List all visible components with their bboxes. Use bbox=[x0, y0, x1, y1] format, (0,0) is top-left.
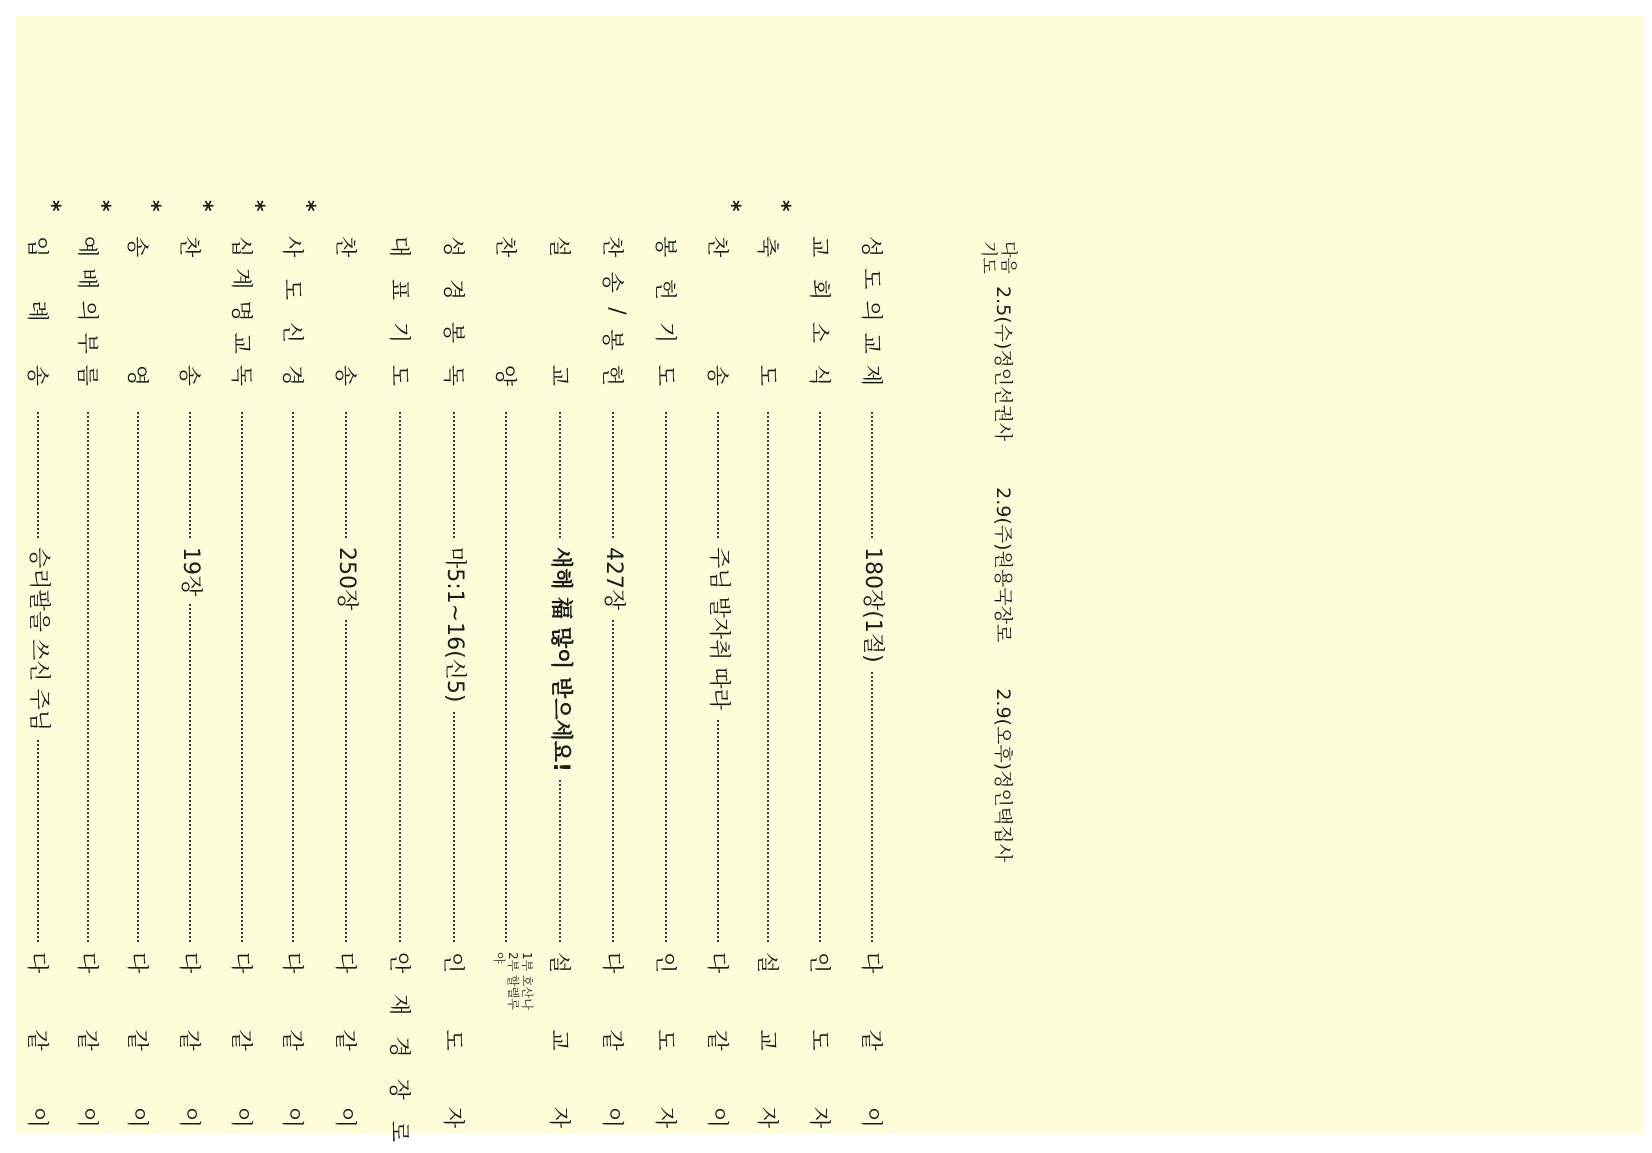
order-item-label: 십 계 명 교 독 bbox=[228, 236, 253, 386]
order-item-leader: 다 같 이 bbox=[858, 952, 883, 1128]
order-item-label: 찬 송 bbox=[704, 236, 729, 386]
bulletin-paper bbox=[16, 16, 1644, 1142]
order-item-label: 사 도 신 경 bbox=[279, 236, 304, 386]
order-item-leader: 설 교 자 bbox=[754, 952, 779, 1128]
order-item-leader bbox=[492, 952, 534, 1014]
dotted-leader bbox=[345, 412, 347, 942]
stand-marker: * bbox=[191, 200, 216, 212]
order-item-label: 성 도 의 교 제 bbox=[858, 236, 883, 386]
order-item-label: 예 배 의 부 름 bbox=[74, 236, 99, 386]
choir-line: 2부 할렐루야 bbox=[492, 952, 520, 1010]
order-item-reference: 180장(1절) bbox=[859, 539, 890, 671]
order-item-leader: 다 같 이 bbox=[599, 952, 624, 1128]
order-item-label: 송 영 bbox=[124, 236, 149, 386]
order-row bbox=[174, 184, 216, 1128]
stand-marker: * bbox=[139, 200, 164, 212]
order-item-label: 찬 송 / 봉 헌 bbox=[599, 236, 629, 386]
order-item-label: 입 례 송 bbox=[24, 236, 49, 386]
order-item-leader: 다 같 이 bbox=[24, 952, 49, 1128]
order-item-reference: 승리팔을 쓰신 주님 bbox=[25, 539, 56, 739]
order-item-label: 설 교 bbox=[546, 236, 571, 386]
stand-marker: * bbox=[769, 200, 794, 212]
order-item-leader: 안 재 경 장 로 bbox=[386, 952, 411, 1142]
choir-line: 1부 호산나 bbox=[520, 952, 534, 1010]
dotted-leader bbox=[241, 412, 243, 942]
prayer-item: 2.9(오후)정인택집사 bbox=[992, 688, 1014, 862]
stand-marker: * bbox=[294, 200, 319, 212]
order-item-label: 찬 송 bbox=[176, 236, 201, 386]
order-row bbox=[72, 184, 114, 1128]
order-row bbox=[438, 184, 470, 1128]
dotted-leader bbox=[819, 412, 821, 942]
order-item-label: 성 경 봉 독 bbox=[440, 236, 465, 386]
stand-marker: * bbox=[243, 200, 268, 212]
next-prayer-label: 다음 기도 bbox=[978, 241, 1018, 274]
order-item-leader: 인 도 자 bbox=[806, 952, 831, 1128]
dotted-leader bbox=[399, 412, 401, 942]
dotted-leader bbox=[87, 412, 89, 942]
order-item-leader: 다 같 이 bbox=[176, 952, 201, 1128]
stand-marker: * bbox=[39, 200, 64, 212]
order-row bbox=[702, 184, 744, 1128]
order-row bbox=[804, 184, 836, 1128]
order-row bbox=[122, 184, 164, 1128]
order-item-leader: 다 같 이 bbox=[332, 952, 357, 1128]
dotted-leader bbox=[292, 412, 294, 942]
order-row bbox=[490, 184, 534, 1014]
order-item-leader: 설 교 자 bbox=[546, 952, 571, 1128]
stand-marker: * bbox=[719, 200, 744, 212]
order-item-label: 축 도 bbox=[754, 236, 779, 386]
order-item-leader: 다 같 이 bbox=[124, 952, 149, 1128]
order-item-leader: 다 같 이 bbox=[279, 952, 304, 1128]
dotted-leader bbox=[505, 412, 507, 942]
order-row bbox=[330, 184, 362, 1128]
dotted-leader bbox=[137, 412, 139, 942]
order-item-leader: 인 도 자 bbox=[652, 952, 677, 1128]
order-item-leader: 다 같 이 bbox=[704, 952, 729, 1128]
order-item-label: 찬 양 bbox=[492, 236, 517, 386]
dotted-leader bbox=[612, 412, 614, 942]
order-row bbox=[597, 184, 629, 1128]
next-prayer-list bbox=[991, 286, 1018, 862]
dotted-leader bbox=[189, 412, 191, 942]
order-item-label: 봉 헌 기 도 bbox=[652, 236, 677, 386]
order-item-reference: 주님 발자취 따라 bbox=[705, 539, 736, 718]
order-item-reference: 새해 福 많이 받으세요! bbox=[547, 539, 578, 780]
prayer-item: 2.5(수)정인선권사 bbox=[992, 286, 1014, 442]
prayer-item: 2.9(주)원용국장로 bbox=[992, 487, 1014, 643]
order-item-leader: 다 같 이 bbox=[228, 952, 253, 1128]
order-item-leader: 다 같 이 bbox=[74, 952, 99, 1128]
order-item-reference: 250장 bbox=[333, 539, 364, 618]
order-item-reference: 마5:1~16(신5) bbox=[441, 539, 472, 711]
stand-marker: * bbox=[89, 200, 114, 212]
order-row bbox=[22, 184, 64, 1128]
order-item-label: 교 회 소 식 bbox=[806, 236, 831, 386]
order-item-label: 찬 송 bbox=[332, 236, 357, 386]
order-row bbox=[544, 184, 576, 1128]
order-row bbox=[650, 184, 682, 1128]
order-item-reference: 19장 bbox=[177, 539, 208, 604]
order-item-leader: 인 도 자 bbox=[440, 952, 465, 1128]
order-row bbox=[277, 184, 319, 1128]
dotted-leader bbox=[767, 412, 769, 942]
bulletin-content bbox=[0, 16, 1134, 1142]
dotted-leader bbox=[871, 412, 873, 942]
order-item-label: 대 표 기 도 bbox=[386, 236, 411, 386]
order-row bbox=[752, 184, 794, 1128]
order-item-reference: 427장 bbox=[600, 539, 631, 618]
order-row bbox=[226, 184, 268, 1128]
order-row bbox=[856, 184, 888, 1128]
dotted-leader bbox=[665, 412, 667, 942]
order-row bbox=[384, 184, 416, 1142]
